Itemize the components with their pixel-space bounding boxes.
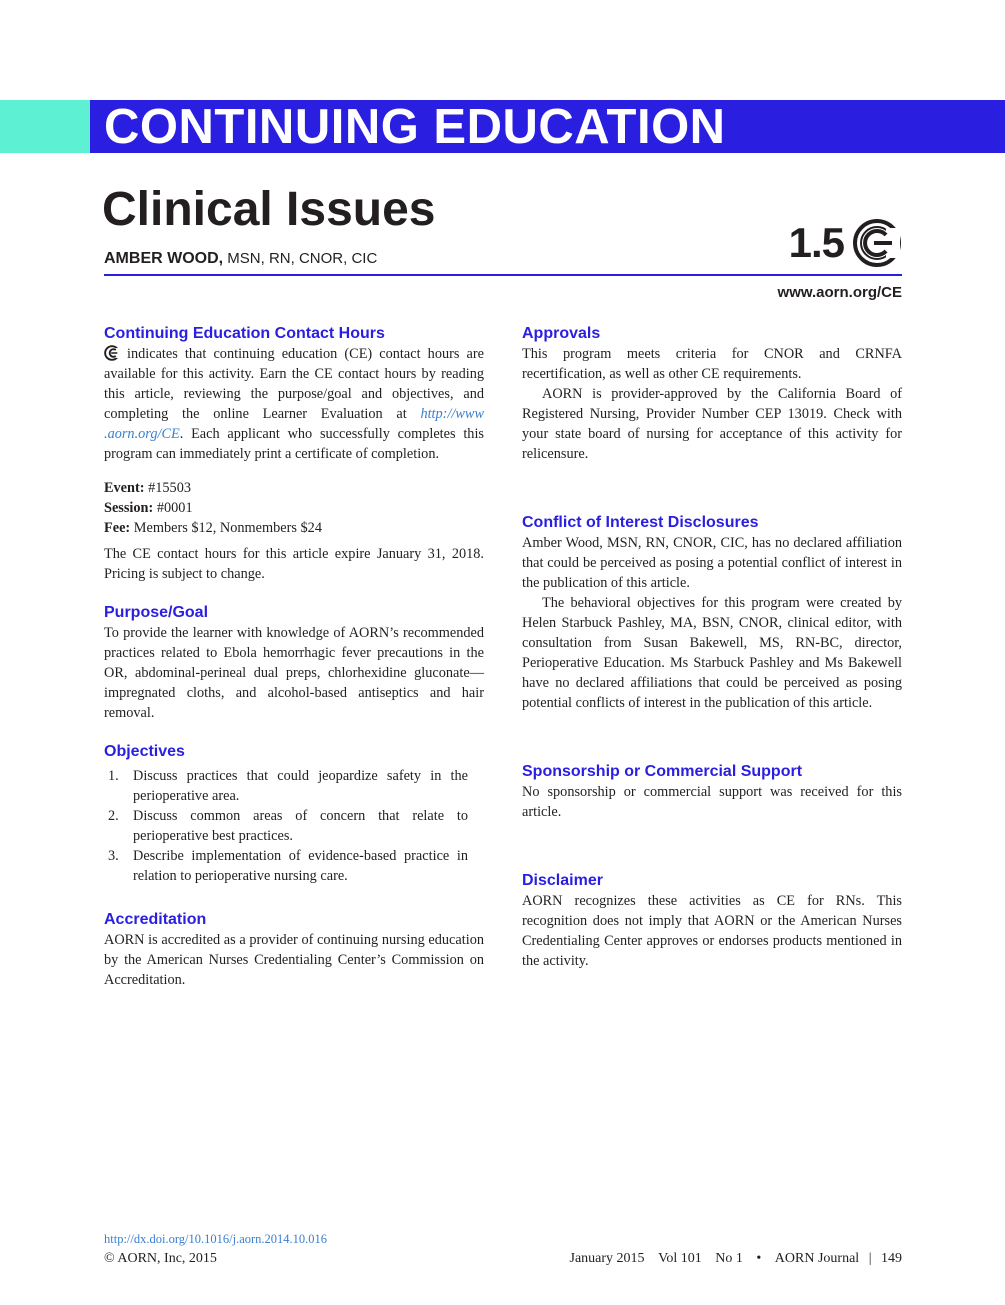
approvals-text-2: AORN is provider-approved by the California Board of Registered Nursing, Provider Number CEP 13019. Check with your state board of nursing for acceptance of this activity for relicensure. [522, 386, 902, 462]
session-value: #0001 [156, 500, 193, 516]
event-label: Event: [104, 480, 145, 496]
event-value: #15503 [148, 480, 191, 496]
purpose-text: To provide the learner with knowledge of AORN’s recommended practices related to Ebola hemorrhagic fever precautions in the OR, abdominal-perineal dual preps, chlorhexidine gluconate—impregnated cloths, and alcohol-based antiseptics and hair removal. [104, 625, 484, 721]
approvals-heading: Approvals [522, 325, 601, 342]
section-banner [90, 100, 1005, 153]
bullet-separator: • [756, 1251, 762, 1266]
divider: | [868, 1251, 872, 1266]
author-name: AMBER WOOD, [104, 250, 224, 267]
sponsorship-section [522, 762, 902, 822]
purpose-heading: Purpose/Goal [104, 604, 209, 621]
journal-info [560, 1251, 902, 1267]
objectives-heading: Objectives [104, 743, 185, 760]
left-column [104, 324, 484, 990]
event-line [104, 478, 484, 498]
accreditation-section [104, 910, 484, 990]
contact-hours-text-b: . Each applicant who successfully completes this program can immediately print a certificate of completion. [104, 426, 484, 462]
issue-number: No 1 [715, 1251, 743, 1266]
approvals-section [522, 324, 902, 464]
contact-hours-value: 1.5 [788, 219, 844, 266]
sponsorship-heading: Sponsorship or Commercial Support [522, 763, 803, 780]
objectives-section [104, 742, 484, 886]
session-line [104, 498, 484, 518]
sponsorship-text: No sponsorship or commercial support was received for this article. [522, 784, 902, 820]
learner-evaluation-link-2[interactable]: .aorn.org/CE [104, 426, 180, 442]
disclaimer-heading: Disclaimer [522, 872, 603, 889]
ce-logo-icon [852, 218, 902, 268]
volume: Vol 101 [658, 1251, 702, 1266]
contact-hours-heading: Continuing Education Contact Hours [104, 325, 385, 342]
doi-link[interactable]: http://dx.doi.org/10.1016/j.aorn.2014.10.016 [104, 1232, 328, 1246]
objectives-list [104, 766, 484, 886]
author-credentials: MSN, RN, CNOR, CIC [227, 250, 378, 267]
approvals-text-1: This program meets criteria for CNOR and CRNFA recertification, as well as other CE requirements. [522, 346, 902, 382]
contact-hours-badge [789, 218, 902, 268]
author-line [104, 250, 377, 268]
objective-item: 2. Discuss common areas of concern that relate to perioperative best practices. [108, 808, 468, 844]
title-rule [104, 274, 902, 276]
expiration-text: The CE contact hours for this article expire January 31, 2018. Pricing is subject to change. [104, 546, 484, 582]
copyright: © AORN, Inc, 2015 [104, 1251, 217, 1266]
right-column [522, 324, 902, 971]
objective-item: 3. Describe implementation of evidence-based practice in relation to perioperative nursing care. [108, 848, 468, 884]
fee-value: Members $12, Nonmembers $24 [133, 520, 322, 536]
purpose-section [104, 603, 484, 723]
objective-item: 1. Discuss practices that could jeopardize safety in the perioperative area. [108, 768, 468, 804]
contact-hours-section [104, 324, 484, 464]
disclaimer-section [522, 871, 902, 971]
conflict-text-2: The behavioral objectives for this program were created by Helen Starbuck Pashley, MA, BSN, CNOR, clinical editor, with consultation from Susan Bakewell, MS, RN-BC, director, Perioperative Education. Ms Starbuck Pashley and Ms Bakewell have no declared affiliations that could be perceived as posing potential conflicts of interest in the publication of this article. [522, 595, 902, 711]
learner-evaluation-link-1[interactable]: http://www [420, 406, 484, 422]
issue-date: January 2015 [569, 1251, 645, 1266]
section-title: CONTINUING EDUCATION [104, 100, 726, 154]
article-title: Clinical Issues [102, 183, 436, 236]
fee-label: Fee: [104, 520, 131, 536]
accreditation-heading: Accreditation [104, 911, 207, 928]
page-number: 149 [881, 1251, 902, 1266]
ce-inline-icon [104, 345, 123, 361]
ce-url[interactable]: www.aorn.org/CE [777, 284, 902, 301]
disclaimer-text: AORN recognizes these activities as CE for RNs. This recognition does not imply that AORN or the American Nurses Credentialing Center approves or endorses products mentioned in the activity. [522, 893, 902, 969]
conflict-text-1: Amber Wood, MSN, RN, CNOR, CIC, has no declared affiliation that could be perceived as posing a potential conflict of interest in the publication of this article. [522, 535, 902, 591]
session-label: Session: [104, 500, 154, 516]
contact-hours-text [104, 344, 484, 464]
conflict-section [522, 513, 902, 713]
journal-name: AORN Journal [774, 1251, 860, 1266]
banner-accent-bar [0, 100, 90, 153]
contact-hours-text-a: indicates that continuing education (CE) contact hours are available for this activity. Earn the CE contact hours by reading this article, reviewing the purpose/goal and objectives, and completing the online Learner Evaluation at [104, 346, 484, 422]
fee-line [104, 518, 484, 538]
accreditation-text: AORN is accredited as a provider of continuing nursing education by the American Nurses Credentialing Center’s Commission on Accreditation. [104, 932, 484, 988]
conflict-heading: Conflict of Interest Disclosures [522, 514, 759, 531]
